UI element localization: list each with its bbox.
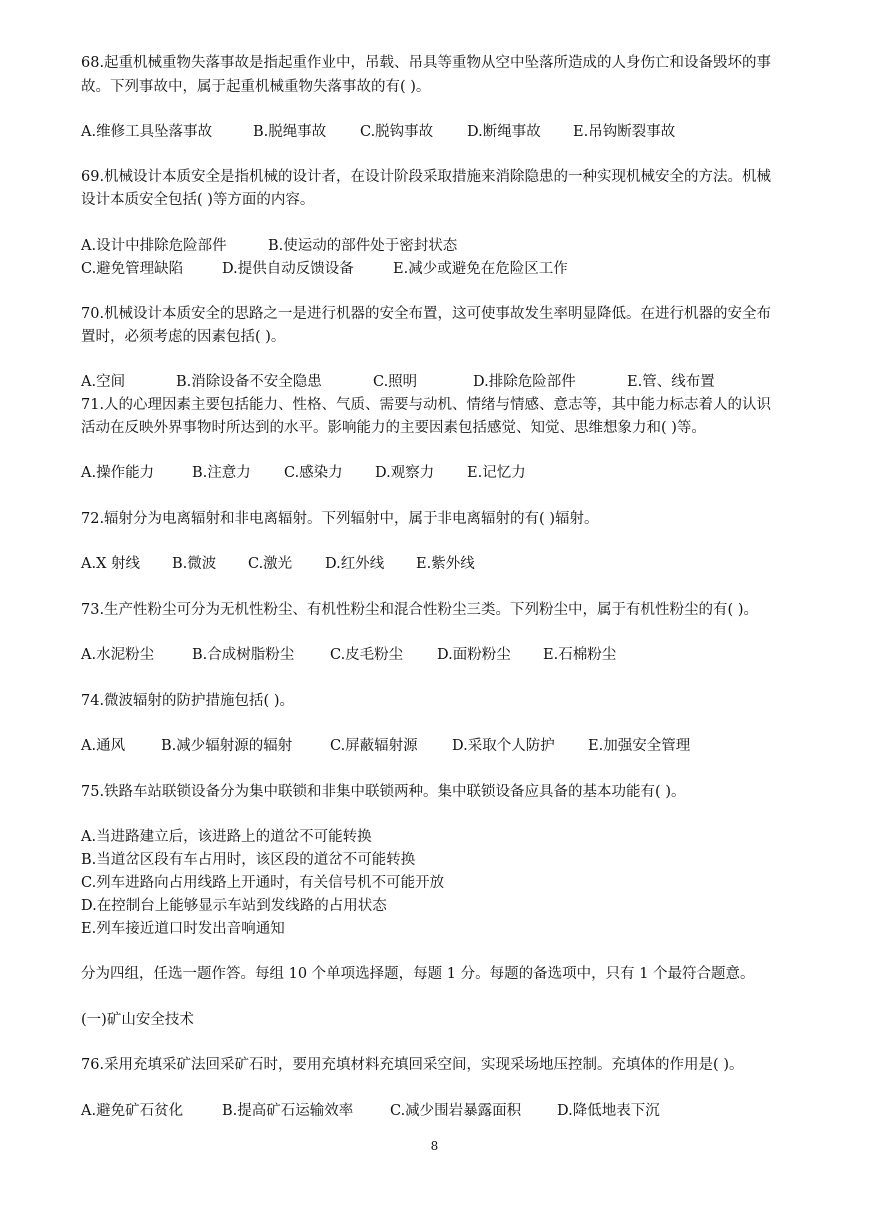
- q69-text-line-2: 设计本质安全包括( )等方面的内容。: [81, 192, 315, 208]
- q74-option-b: B.减少辐射源的辐射: [161, 738, 293, 754]
- q70-text-line-1: 70.机械设计本质安全的思路之一是进行机器的安全布置，这可使事故发生率明显降低。在进行机器的安全布: [81, 306, 772, 322]
- q70-option-a: A.空间: [81, 374, 126, 390]
- q74-text-line-1: 74.微波辐射的防护措施包括( )。: [81, 693, 294, 709]
- q72-option-e: E.紫外线: [416, 556, 475, 572]
- q69-option-e: E.减少或避免在危险区工作: [393, 261, 568, 277]
- q70-option-b: B.消除设备不安全隐患: [176, 374, 322, 390]
- q69-option-c: C.避免管理缺陷: [81, 261, 184, 277]
- q71-option-b: B.注意力: [192, 465, 251, 481]
- q73-option-a: A.水泥粉尘: [81, 647, 155, 663]
- q71-option-d: D.观察力: [375, 465, 435, 481]
- q68-option-d: D.断绳事故: [467, 124, 541, 140]
- page-number: 8: [430, 1139, 439, 1153]
- q76-option-a: A.避免矿石贫化: [81, 1103, 184, 1119]
- q72-option-d: D.红外线: [325, 556, 385, 572]
- q72-option-a: A.X 射线: [81, 556, 141, 572]
- q70-text-line-2: 置时，必须考虑的因素包括( )。: [81, 329, 286, 345]
- q76-text-line-1: 76.采用充填采矿法回采矿石时，要用充填材料充填回采空间，实现采场地压控制。充填体的作用是( )。: [81, 1057, 744, 1073]
- q70-option-c: C.照明: [373, 374, 418, 390]
- section-intro: 分为四组，任选一题作答。每组 10 个单项选择题，每题 1 分。每题的备选项中，只有 1 个最符合题意。: [81, 966, 755, 982]
- q70-option-e: E.管、线布置: [627, 374, 715, 390]
- section-title: (一)矿山安全技术: [81, 1012, 194, 1028]
- q68-option-b: B.脱绳事故: [253, 124, 327, 140]
- q75-option-b: B.当道岔区段有车占用时，该区段的道岔不可能转换: [81, 852, 416, 868]
- q68-option-e: E.吊钩断裂事故: [573, 124, 676, 140]
- q73-option-c: C.皮毛粉尘: [330, 647, 404, 663]
- q73-option-b: B.合成树脂粉尘: [192, 647, 295, 663]
- q75-option-c: C.列车进路向占用线路上开通时，有关信号机不可能开放: [81, 875, 445, 891]
- q68-option-a: A.维修工具坠落事故: [81, 124, 213, 140]
- q76-option-c: C.减少围岩暴露面积: [390, 1103, 522, 1119]
- q68-text-line-1: 68.起重机械重物失落事故是指起重作业中，吊载、吊具等重物从空中坠落所造成的人身伤亡和设备毁坏的事: [81, 55, 772, 71]
- q75-option-e: E.列车接近道口时发出音响通知: [81, 921, 285, 937]
- q69-option-d: D.提供自动反馈设备: [222, 261, 354, 277]
- q71-option-e: E.记忆力: [467, 465, 526, 481]
- q71-option-a: A.操作能力: [81, 465, 155, 481]
- q74-option-a: A.通风: [81, 738, 126, 754]
- q68-option-c: C.脱钩事故: [360, 124, 434, 140]
- q71-text-line-2: 活动在反映外界事物时所达到的水平。影响能力的主要因素包括感觉、知觉、思维想象力和( )等。: [81, 420, 706, 436]
- q73-text-line-1: 73.生产性粉尘可分为无机性粉尘、有机性粉尘和混合性粉尘三类。下列粉尘中，属于有机性粉尘的有( )。: [81, 602, 758, 618]
- q75-text-line-1: 75.铁路车站联锁设备分为集中联锁和非集中联锁两种。集中联锁设备应具备的基本功能有( )。: [81, 784, 686, 800]
- q76-option-b: B.提高矿石运输效率: [222, 1103, 354, 1119]
- q72-text-line-1: 72.辐射分为电离辐射和非电离辐射。下列辐射中，属于非电离辐射的有( )辐射。: [81, 511, 599, 527]
- q75-option-d: D.在控制台上能够显示车站到发线路的占用状态: [81, 898, 387, 914]
- q76-option-d: D.降低地表下沉: [557, 1103, 660, 1119]
- q73-option-d: D.面粉粉尘: [437, 647, 511, 663]
- q74-option-c: C.屏蔽辐射源: [330, 738, 418, 754]
- q73-option-e: E.石棉粉尘: [543, 647, 617, 663]
- q74-option-e: E.加强安全管理: [588, 738, 691, 754]
- q69-text-line-1: 69.机械设计本质安全是指机械的设计者，在设计阶段采取措施来消除隐患的一种实现机械安全的方法。机械: [81, 169, 772, 185]
- q69-option-b: B.使运动的部件处于密封状态: [268, 238, 458, 254]
- q70-option-d: D.排除危险部件: [473, 374, 576, 390]
- q71-text-line-1: 71.人的心理因素主要包括能力、性格、气质、需要与动机、情绪与情感、意志等，其中能力标志着人的认识: [81, 397, 772, 413]
- q72-option-b: B.微波: [172, 556, 217, 572]
- q75-option-a: A.当进路建立后，该进路上的道岔不可能转换: [81, 829, 372, 845]
- q71-option-c: C.感染力: [284, 465, 343, 481]
- q69-option-a: A.设计中排除危险部件: [81, 238, 227, 254]
- q68-text-line-2: 故。下列事故中，属于起重机械重物失落事故的有( )。: [81, 79, 431, 95]
- q72-option-c: C.激光: [248, 556, 293, 572]
- q74-option-d: D.采取个人防护: [452, 738, 555, 754]
